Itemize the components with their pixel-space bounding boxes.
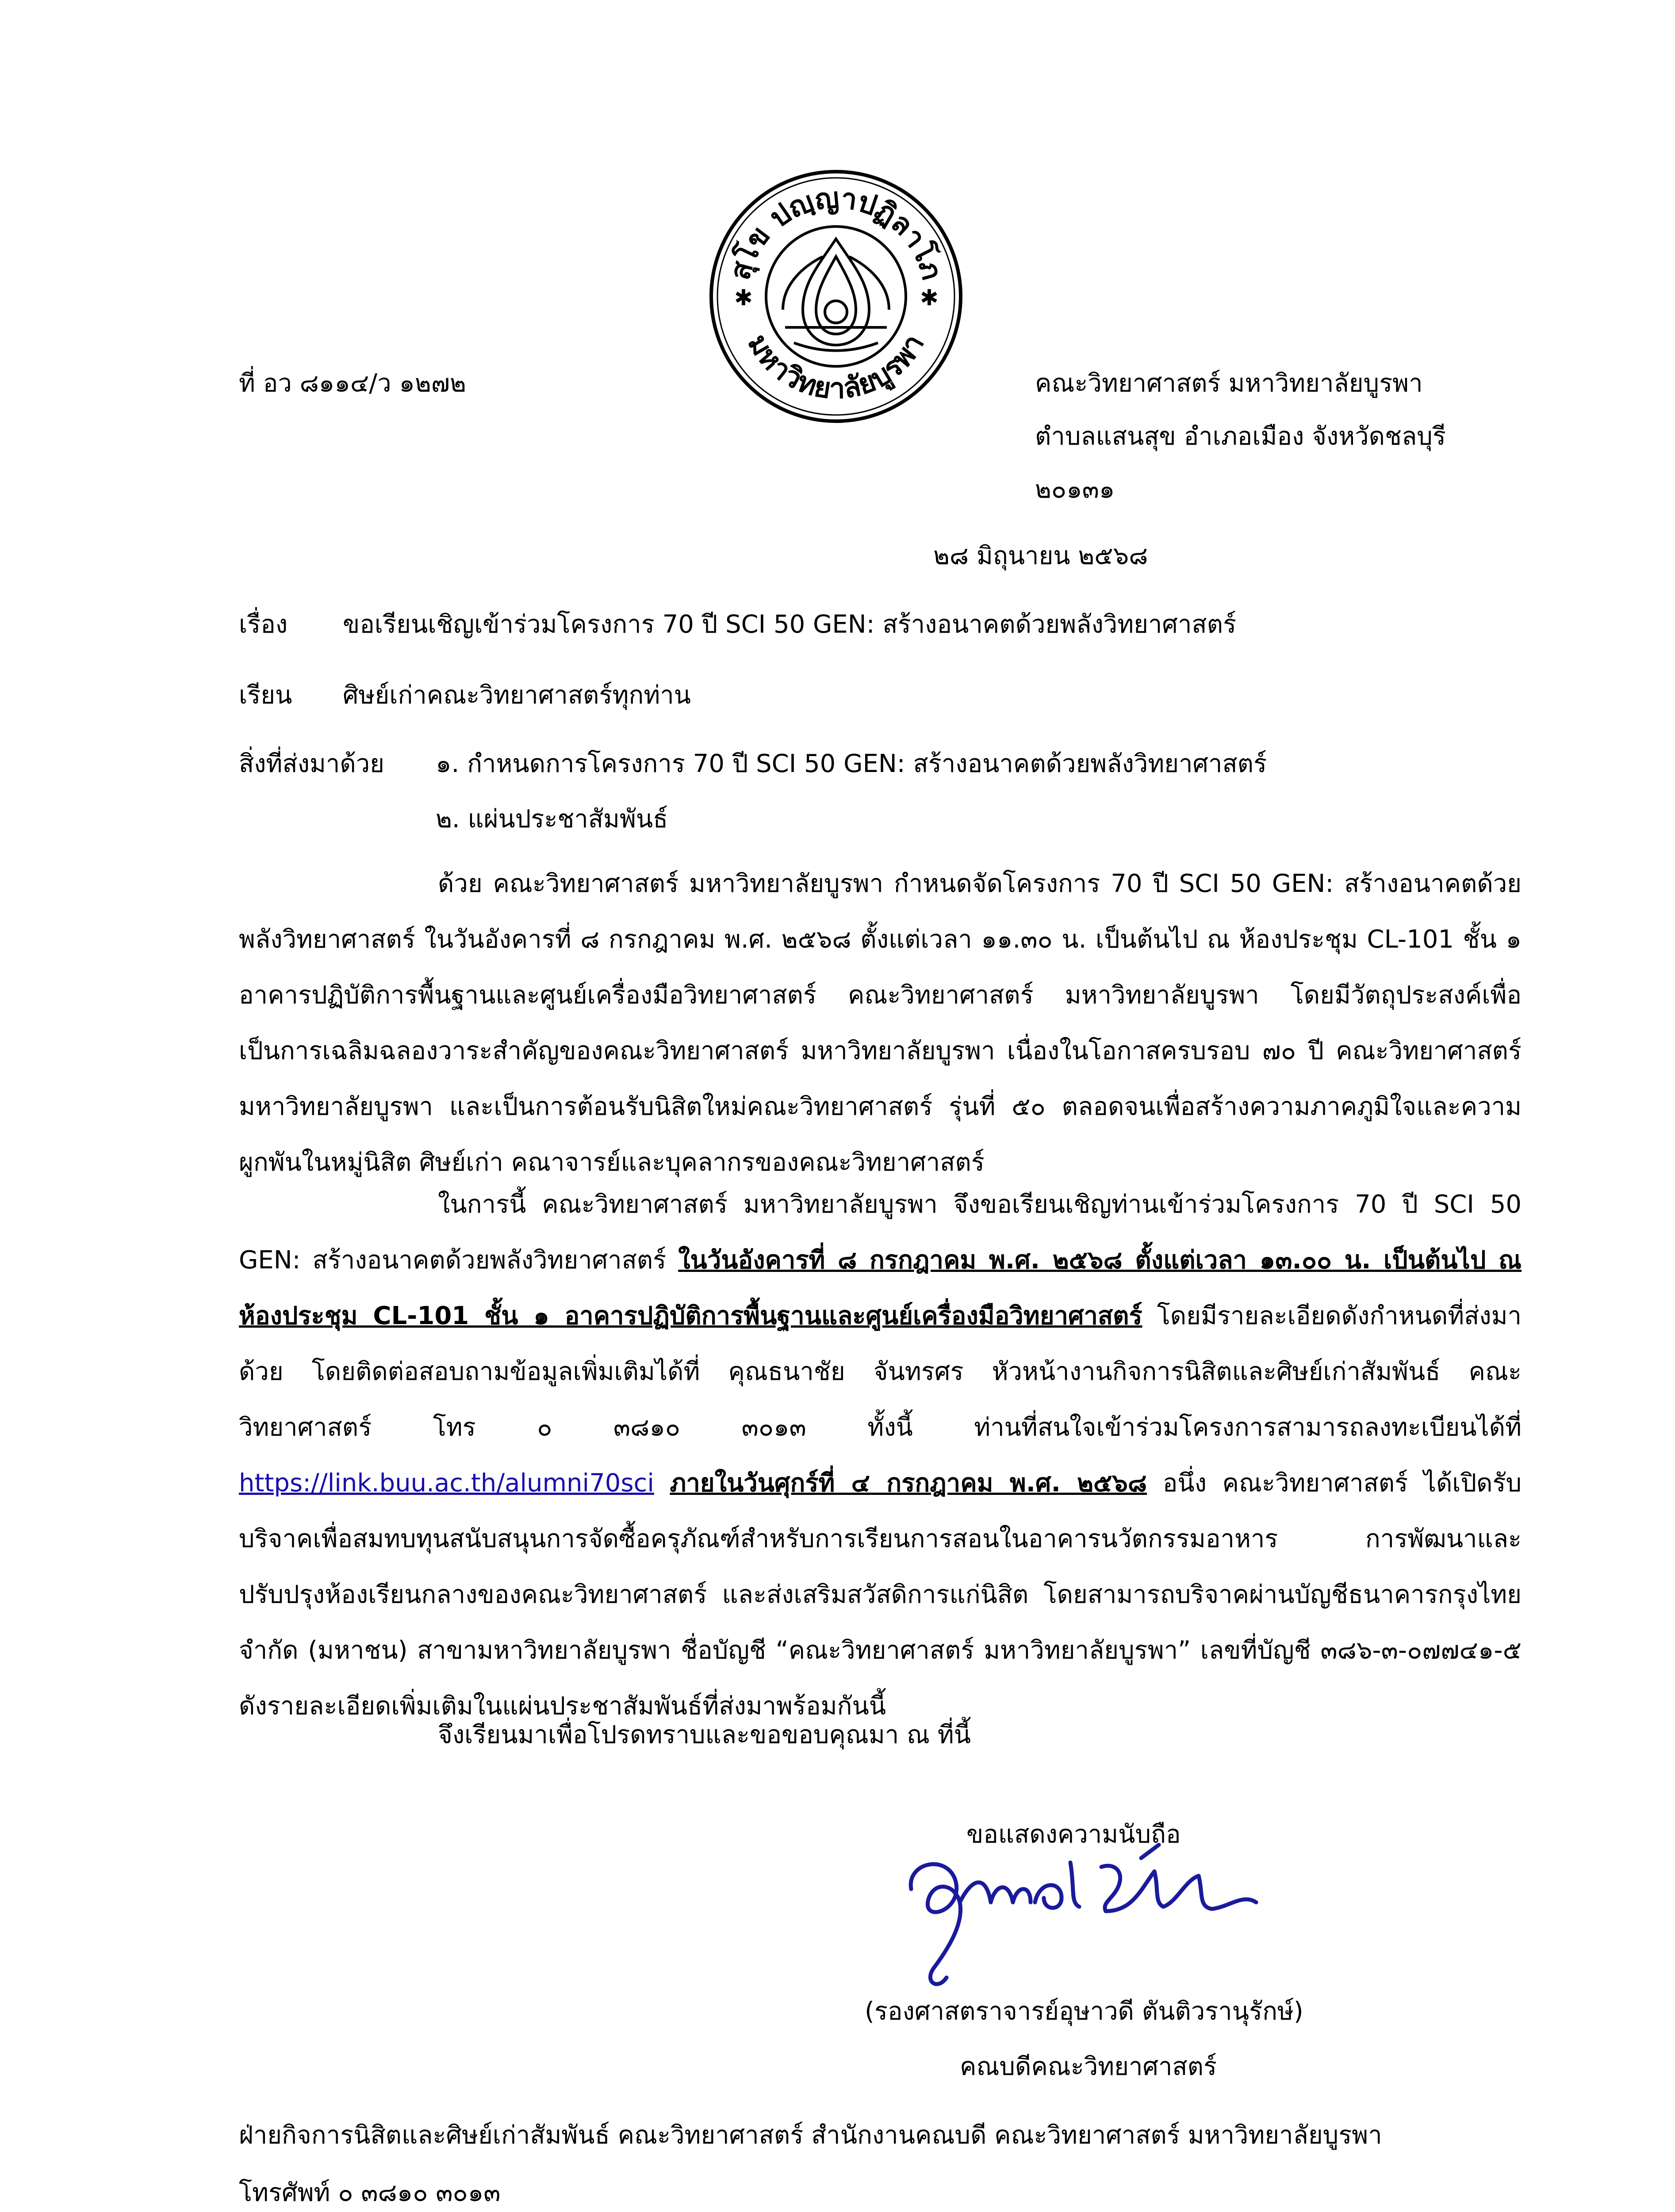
recipient-text: ศิษย์เก่าคณะวิทยาศาสตร์ทุกท่าน	[343, 681, 691, 710]
reference-number: ที่ อว ๘๑๑๔/ว ๑๒๗๒	[239, 369, 466, 398]
para2-contact: โดยมีรายละเอียดดังกำหนดที่ส่งมาด้วย โดยติดต่อสอบถามข้อมูลเพิ่มเติมได้ที่ คุณธนาชัย จันทรศร หัวหน้างานกิจการนิสิตและศิษย์เก่าสัมพันธ์ คณะวิทยาศาสตร์ โทร ๐ ๓๘๑๐ ๓๐๑๓ ทั้งนี้ ท่านที่สนใจเข้าร่วมโครงการสามารถลงทะเบียนได้ที่	[239, 1302, 1522, 1442]
recipient-label: เรียน	[239, 681, 292, 710]
address-line-3: ๒๐๑๓๑	[1035, 475, 1115, 504]
regards-text: ขอแสดงความนับถือ	[966, 1820, 1181, 1849]
para2-intro: ในการนี้ คณะวิทยาศาสตร์ มหาวิทยาลัยบูรพา จึงขอเรียนเชิญท่านเข้าร่วมโครงการ 70 ปี SCI 50 GEN: สร้างอนาคตด้วยพลังวิทยาศาสตร์	[239, 1190, 1522, 1275]
signer-title: คณบดีคณะวิทยาศาสตร์	[960, 2052, 1217, 2081]
event-datetime-highlight: ในวันอังคารที่ ๘ กรกฎาคม พ.ศ. ๒๕๖๘ ตั้งแต่เวลา ๑๓.๐๐ น. เป็นต้นไป ณ ห้องประชุม CL-101 ชั้น ๑ อาคารปฏิบัติการพื้นฐานและศูนย์เครื่องมือวิทยาศาสตร์	[239, 1246, 1522, 1330]
signer-name: (รองศาสตราจารย์อุษาวดี ตันติวรานุรักษ์)	[865, 1997, 1303, 2026]
registration-deadline-highlight: ภายในวันศุกร์ที่ ๔ กรกฎาคม พ.ศ. ๒๕๖๘	[670, 1469, 1147, 1498]
subject-label: เรื่อง	[239, 610, 288, 639]
body-paragraph-1-text: ด้วย คณะวิทยาศาสตร์ มหาวิทยาลัยบูรพา กำหนดจัดโครงการ 70 ปี SCI 50 GEN: สร้างอนาคตด้วยพลังวิทยาศาสตร์ ในวันอังคารที่ ๘ กรกฎาคม พ.ศ. ๒๕๖๘ ตั้งแต่เวลา ๑๑.๓๐ น. เป็นต้นไป ณ ห้องประชุม CL-101 ชั้น ๑ อาคารปฏิบัติการพื้นฐานและศูนย์เครื่องมือวิทยาศาสตร์ คณะวิทยาศาสตร์ มหาวิทยาลัยบูรพา โดยมีวัตถุประสงค์เพื่อเป็นการเฉลิมฉลองวาระสำคัญของคณะวิทยาศาสตร์ มหาวิทยาลัยบูรพา เนื่องในโอกาสครบรอบ ๗๐ ปี คณะวิทยาศาสตร์ มหาวิทยาลัยบูรพา และเป็นการต้อนรับนิสิตใหม่คณะวิทยาศาสตร์ รุ่นที่ ๕๐ ตลอดจนเพื่อสร้างความภาคภูมิใจและความผูกพันในหมู่นิสิต ศิษย์เก่า คณาจารย์และบุคลากรของคณะวิทยาศาสตร์	[239, 869, 1522, 1177]
svg-text:✱: ✱	[734, 285, 753, 311]
issuing-office: ฝ่ายกิจการนิสิตและศิษย์เก่าสัมพันธ์ คณะวิทยาศาสตร์ สำนักงานคณบดี คณะวิทยาศาสตร์ มหาวิทยาลัยบูรพา	[239, 2121, 1382, 2150]
registration-link[interactable]: https://link.buu.ac.th/alumni70sci	[239, 1469, 654, 1498]
svg-text:สุโข ปญฺญาปฏิลาโภ	[724, 182, 948, 284]
letter-date: ๒๘ มิถุนายน ๒๕๖๘	[933, 541, 1148, 570]
body-paragraph-1	[239, 856, 1522, 1190]
enclosure-item-2: ๒. แผ่นประชาสัมพันธ์	[436, 805, 668, 833]
svg-text:✱: ✱	[920, 285, 939, 311]
subject-text: ขอเรียนเชิญเข้าร่วมโครงการ 70 ปี SCI 50 GEN: สร้างอนาคตด้วยพลังวิทยาศาสตร์	[343, 610, 1237, 639]
address-line-2: ตำบลแสนสุข อำเภอเมือง จังหวัดชลบุรี	[1035, 422, 1446, 451]
seal-top-text: สุโข ปญฺญาปฏิลาโภ	[723, 181, 949, 284]
office-phone: โทรศัพท์ ๐ ๓๘๑๐ ๓๐๑๓	[239, 2178, 501, 2207]
university-seal-logo	[708, 168, 964, 425]
address-line-1: คณะวิทยาศาสตร์ มหาวิทยาลัยบูรพา	[1035, 369, 1423, 398]
enclosure-item-1: ๑. กำหนดการโครงการ 70 ปี SCI 50 GEN: สร้างอนาคตด้วยพลังวิทยาศาสตร์	[436, 749, 1267, 778]
para2-donation: อนึ่ง คณะวิทยาศาสตร์ ได้เปิดรับบริจาคเพื่อสมทบทุนสนับสนุนการจัดซื้อครุภัณฑ์สำหรับการเรียนการสอนในอาคารนวัตกรรมอาหาร การพัฒนาและปรับปรุงห้องเรียนกลางของคณะวิทยาศาสตร์ และส่งเสริมสวัสดิการแก่นิสิต โดยสามารถบริจาคผ่านบัญชีธนาคารกรุงไทย จำกัด (มหาชน) สาขามหาวิทยาลัยบูรพา ชื่อบัญชี “คณะวิทยาศาสตร์ มหาวิทยาลัยบูรพา” เลขที่บัญชี ๓๘๖-๓-๐๗๗๔๑-๕ ดังรายละเอียดเพิ่มเติมในแผ่นประชาสัมพันธ์ที่ส่งมาพร้อมกันนี้	[239, 1469, 1522, 1720]
closing-paragraph: จึงเรียนมาเพื่อโปรดทราบและขอขอบคุณมา ณ ที่นี้	[438, 1720, 971, 1749]
signature-image	[893, 1836, 1274, 1995]
seal-bottom-text: มหาวิทยาลัยบูรพา	[741, 329, 931, 406]
body-paragraph-2	[239, 1177, 1522, 1734]
enclosures-label: สิ่งที่ส่งมาด้วย	[239, 749, 384, 778]
